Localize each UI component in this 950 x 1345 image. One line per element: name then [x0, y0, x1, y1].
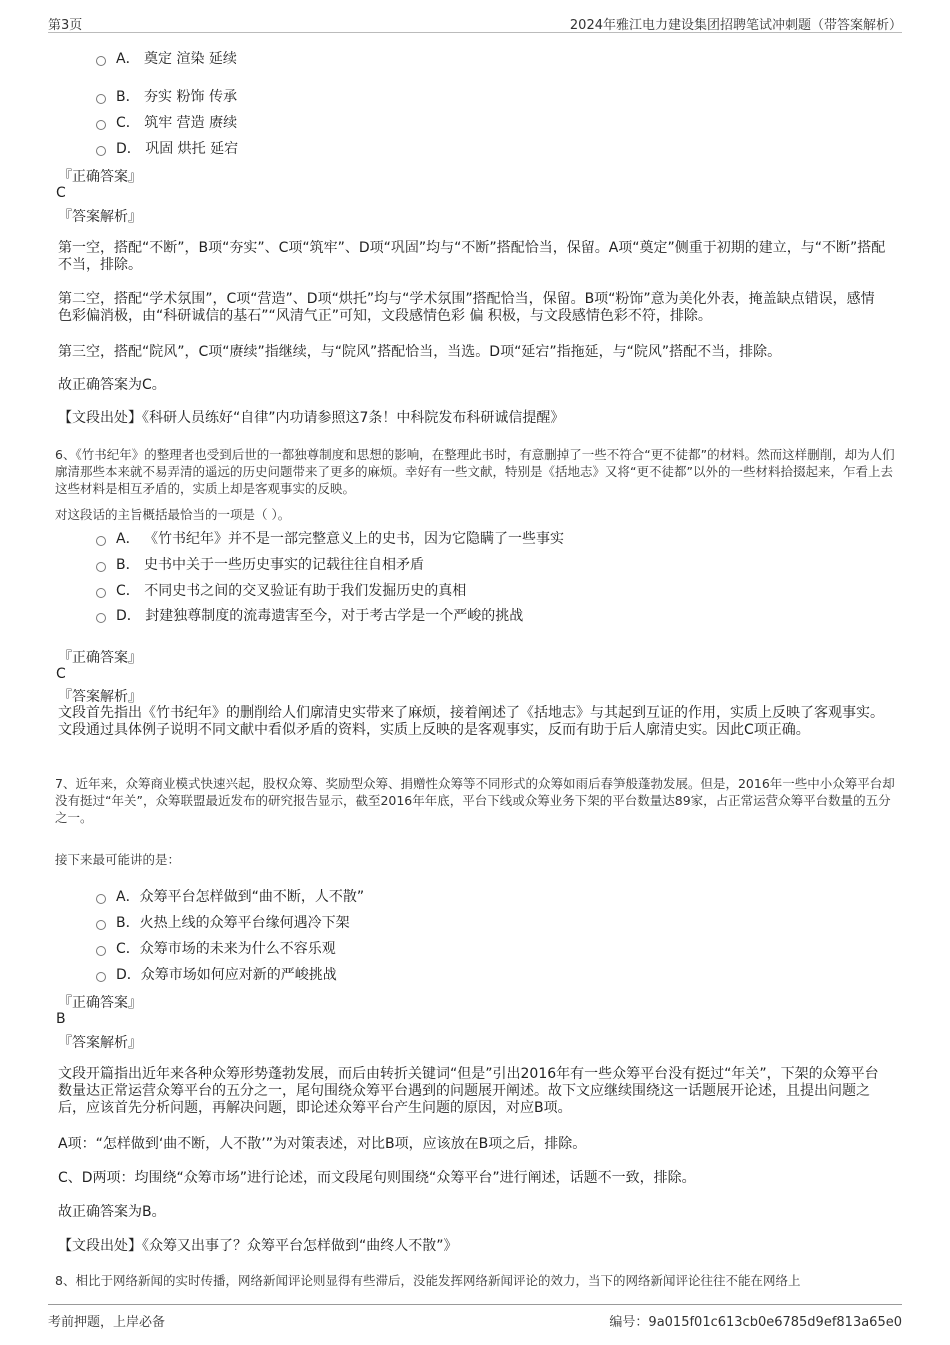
page-footer — [48, 1304, 902, 1329]
q6-answer: C — [56, 666, 66, 682]
q6-answer-label: 『正确答案』 — [58, 650, 142, 666]
q7-source: 【文段出处】《众筹又出事了？众筹平台怎样做到“曲终人不散”》 — [58, 1238, 458, 1254]
q5-analysis-p2: 第二空，搭配“学术氛围”，C项“营造”、D项“烘托”均与“学术氛围”搭配恰当，保留。B项“粉饰”意为美化外表，掩盖缺点错误，感情色彩偏消极，由“科研诚信的基石”“风清气正”可知，文段感情色彩 偏 积极，与文段感情色彩不符，排除。 — [58, 291, 875, 324]
q6-analysis: 文段首先指出《竹书纪年》的删削给人们廓清史实带来了麻烦，接着阐述了《括地志》与其起到互证的作用，实质上反映了客观事实。文段通过具体例子说明不同文献中看似矛盾的资料，实质上反映的是客观事实，反而有助于后人廓清史实。因此C项正确。 — [58, 705, 884, 738]
q5-source: 【文段出处】《科研人员练好“自律”内功请参照这7条！中科院发布科研诚信提醒》 — [58, 410, 565, 426]
radio-icon[interactable] — [96, 894, 106, 904]
q6-option-d[interactable]: D． 封建独尊制度的流毒遗害至今，对于考古学是一个严峻的挑战 — [96, 605, 523, 625]
q5-option-b[interactable]: B． 夯实 粉饰 传承 — [96, 86, 237, 106]
q5-answer: C — [56, 185, 66, 201]
q6-option-c[interactable]: C． 不同史书之间的交叉验证有助于我们发掘历史的真相 — [96, 580, 466, 600]
q5-answer-label: 『正确答案』 — [58, 169, 142, 185]
q7-option-a[interactable]: A．众筹平台怎样做到“曲不断，人不散” — [96, 886, 364, 906]
footer-slogan: 考前押题，上岸必备 — [48, 1315, 166, 1330]
q7-answer-label: 『正确答案』 — [58, 995, 142, 1011]
q7-option-d[interactable]: D．众筹市场如何应对新的严峻挑战 — [96, 964, 337, 984]
q7-analysis-p4: 故正确答案为B。 — [58, 1204, 166, 1220]
q7-analysis-p1: 文段开篇指出近年来各种众筹形势蓬勃发展，而后由转折关键词“但是”引出2016年有一些众筹平台没有挺过“年关”，下架的众筹平台数量达正常运营众筹平台的五分之一，尾句围绕众筹平台遇到的问题展开阐述。故下文应继续围绕这一话题展开论述，且提出问题之后，应该首先分析问题，再解决问题，即论述众筹平台产生问题的原因，对应B项。 — [58, 1066, 879, 1116]
radio-icon[interactable] — [96, 536, 106, 546]
page-header — [48, 14, 902, 33]
radio-icon[interactable] — [96, 588, 106, 598]
q7-question: 接下来最可能讲的是： — [55, 852, 181, 867]
q5-option-c[interactable]: C． 筑牢 营造 赓续 — [96, 112, 237, 132]
q6-option-b[interactable]: B． 史书中关于一些历史事实的记载往往自相矛盾 — [96, 554, 424, 574]
q7-stem: 7、近年来，众筹商业模式快速兴起，股权众筹、奖励型众筹、捐赠性众筹等不同形式的众筹如雨后春笋般蓬勃发展。但是，2016年一些中小众筹平台却没有挺过“年关”，众筹联盟最近发布的研究报告显示，截至2016年年底，平台下线或众筹业务下架的平台数量达89家，占正常运营众筹平台数量的五分之一。 — [55, 776, 895, 825]
q5-option-d[interactable]: D． 巩固 烘托 延宕 — [96, 138, 238, 158]
page-number: 第3页 — [48, 18, 83, 33]
q6-stem: 6、《竹书纪年》的整理者也受到后世的一都独尊制度和思想的影响，在整理此书时，有意删掉了一些不符合“更不徒都”的材料。然而这样删削，却为人们廓清那些本来就不易弄清的遥远的历史问题带来了更多的麻烦。幸好有一些文献，特别是《括地志》又将“更不徒都”以外的一些材料拾掇起来，乍看上去这些材料是相互矛盾的，实质上却是客观事实的反映。 — [55, 447, 895, 496]
q5-analysis-p3: 第三空，搭配“院风”，C项“赓续”指继续，与“院风”搭配恰当，当选。D项“延宕”指拖延，与“院风”搭配不当，排除。 — [58, 344, 782, 360]
q5-analysis-p4: 故正确答案为C。 — [58, 377, 166, 393]
q5-analysis-p1: 第一空，搭配“不断”，B项“夯实”、C项“筑牢”、D项“巩固”均与“不断”搭配恰当，保留。A项“奠定”侧重于初期的建立，与“不断”搭配不当，排除。 — [58, 240, 886, 273]
q5-analysis-label: 『答案解析』 — [58, 209, 142, 225]
radio-icon[interactable] — [96, 120, 106, 130]
q6-analysis-label: 『答案解析』 — [58, 689, 142, 705]
q7-analysis-p2: A项：“怎样做到‘曲不断，人不散’”为对策表述，对比B项，应该放在B项之后，排除。 — [58, 1136, 587, 1152]
q5-option-a[interactable]: A． 奠定 渲染 延续 — [96, 48, 237, 68]
q7-analysis-p3: C、D两项：均围绕“众筹市场”进行论述，而文段尾句则围绕“众筹平台”进行阐述，话题不一致，排除。 — [58, 1170, 696, 1186]
q7-answer: B — [56, 1011, 66, 1027]
q7-option-c[interactable]: C．众筹市场的未来为什么不容乐观 — [96, 938, 336, 958]
document-id: 编号：9a015f01c613cb0e6785d9ef813a65e0 — [609, 1315, 902, 1330]
radio-icon[interactable] — [96, 94, 106, 104]
radio-icon[interactable] — [96, 972, 106, 982]
radio-icon[interactable] — [96, 146, 106, 156]
q6-option-a[interactable]: A． 《竹书纪年》并不是一部完整意义上的史书，因为它隐瞒了一些事实 — [96, 528, 564, 548]
radio-icon[interactable] — [96, 920, 106, 930]
document-title: 2024年雅江电力建设集团招聘笔试冲刺题（带答案解析） — [569, 18, 902, 33]
radio-icon[interactable] — [96, 56, 106, 66]
radio-icon[interactable] — [96, 946, 106, 956]
q7-option-b[interactable]: B．火热上线的众筹平台缘何遇冷下架 — [96, 912, 350, 932]
q8-stem: 8、相比于网络新闻的实时传播，网络新闻评论则显得有些滞后，没能发挥网络新闻评论的效力，当下的网络新闻评论往往不能在网络上 — [55, 1273, 801, 1288]
q7-analysis-label: 『答案解析』 — [58, 1035, 142, 1051]
radio-icon[interactable] — [96, 613, 106, 623]
q6-question: 对这段话的主旨概括最恰当的一项是（ ）。 — [55, 507, 291, 522]
radio-icon[interactable] — [96, 562, 106, 572]
